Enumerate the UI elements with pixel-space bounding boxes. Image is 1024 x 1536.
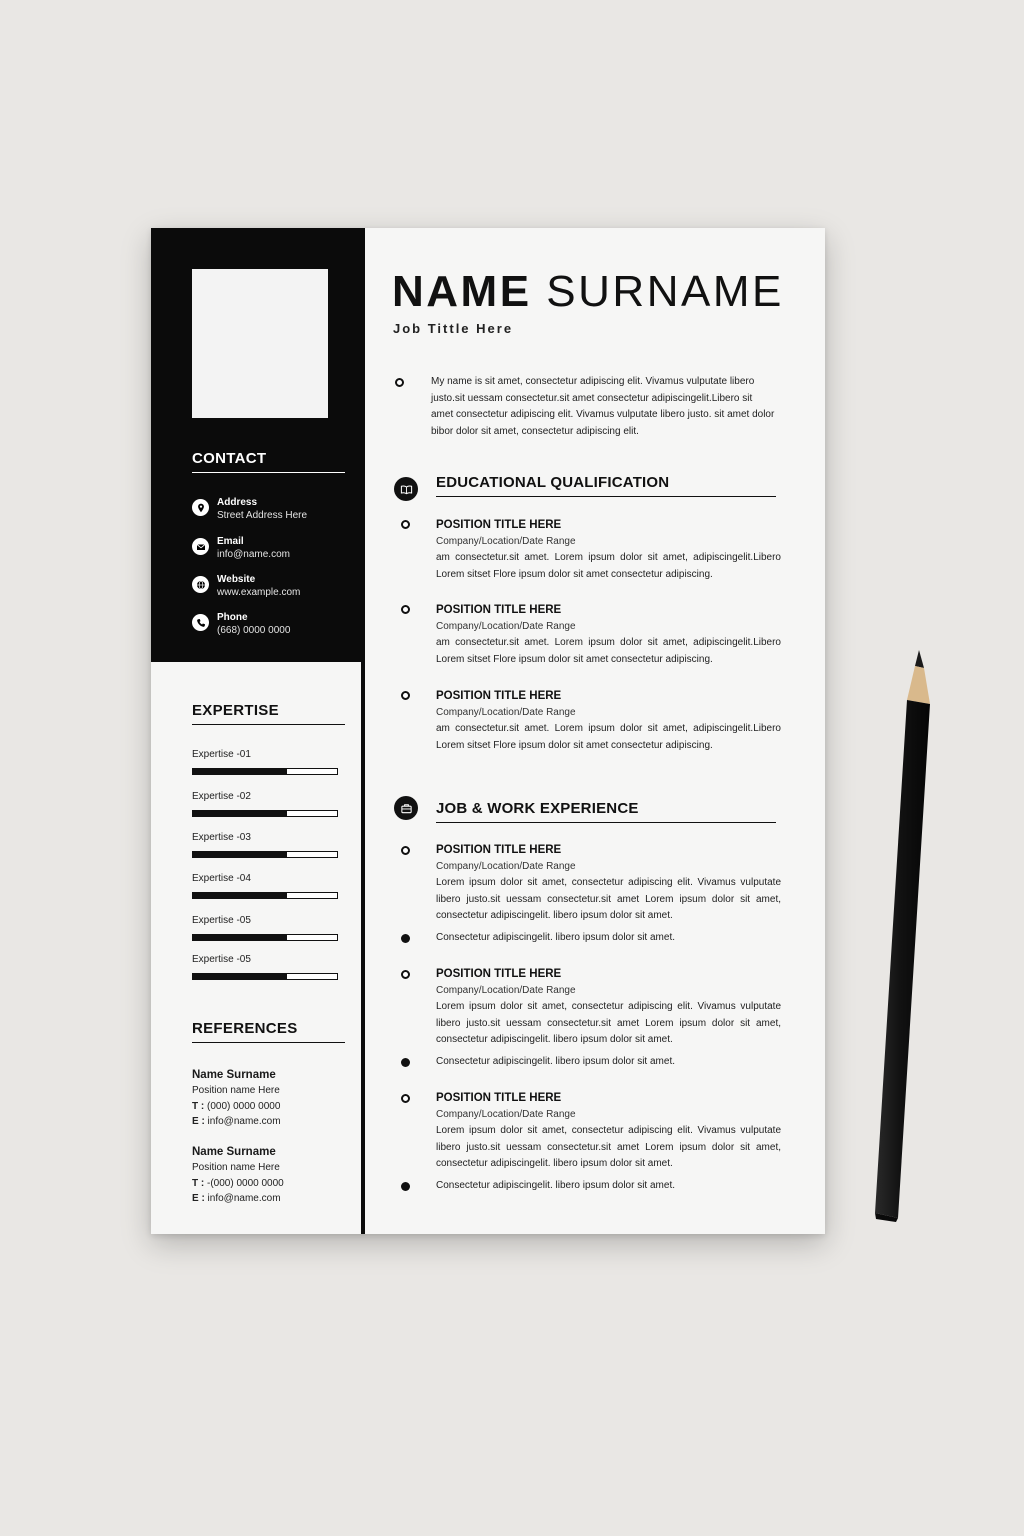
- contact-label: Website: [217, 574, 256, 585]
- entry-marker: [401, 1094, 410, 1103]
- full-name: [392, 266, 784, 318]
- entry-marker: [401, 605, 410, 614]
- photo-placeholder: [192, 269, 328, 418]
- contact-label: Address: [217, 497, 258, 508]
- experience-entry: [436, 842, 781, 925]
- expertise-heading: EXPERTISE: [192, 702, 345, 725]
- entry-marker: [401, 970, 410, 979]
- reference-name: Name Surname: [192, 1069, 276, 1081]
- last-name: SURNAME: [546, 267, 784, 316]
- expertise-label: Expertise -05: [192, 915, 251, 926]
- job-title: Job Tittle Here: [393, 321, 514, 336]
- reference-position: Position name Here: [192, 1085, 280, 1096]
- phone-label: T :: [192, 1100, 205, 1112]
- contact-value: info@name.com: [217, 549, 290, 560]
- email-label: E :: [192, 1193, 205, 1204]
- reference-item: [192, 1067, 352, 1130]
- entry-subtitle: Company/Location/Date Range: [436, 985, 576, 996]
- experience-entry: [436, 1090, 781, 1173]
- envelope-icon: [192, 538, 209, 555]
- entry-bullet: Consectetur adipiscingelit. libero ipsum dolor sit amet.: [436, 1056, 675, 1067]
- resume-page: [151, 228, 825, 1234]
- bullet-dot: [401, 934, 410, 943]
- expertise-bar-fill: [193, 974, 287, 979]
- reference-item: [192, 1144, 352, 1207]
- sidebar-divider: [361, 228, 365, 1234]
- entry-subtitle: Company/Location/Date Range: [436, 621, 576, 632]
- contact-email: [192, 535, 290, 562]
- experience-entry: [436, 966, 781, 1049]
- expertise-bar: [192, 934, 338, 941]
- pencil-illustration: [874, 648, 934, 1223]
- entry-title: POSITION TITLE HERE: [436, 604, 562, 616]
- expertise-label: Expertise -02: [192, 791, 251, 802]
- expertise-label: Expertise -04: [192, 873, 251, 884]
- expertise-bar-fill: [193, 769, 287, 774]
- entry-description: Lorem ipsum dolor sit amet, consectetur adipiscing elit. Vivamus vulputate libero justo.sit uessam consectetur.sit amet Lorem ipsum dolor sit amet, consectetur adipiscingelit. libero ipsum dolor sit amet.: [436, 1001, 781, 1045]
- email-label: E :: [192, 1116, 205, 1127]
- expertise-bar-fill: [193, 935, 287, 940]
- expertise-item: [192, 914, 339, 941]
- contact-value: (668) 0000 0000: [217, 625, 291, 636]
- expertise-item: [192, 790, 339, 817]
- contact-label: Email: [217, 536, 244, 547]
- contact-heading: CONTACT: [192, 450, 345, 473]
- reference-phone: (000) 0000 0000: [204, 1100, 281, 1112]
- expertise-label: Expertise -05: [192, 954, 251, 965]
- entry-marker: [401, 846, 410, 855]
- phone-label: T :: [192, 1177, 205, 1189]
- entry-title: POSITION TITLE HERE: [436, 968, 562, 980]
- reference-email-line: [192, 1191, 352, 1207]
- entry-title: POSITION TITLE HERE: [436, 1092, 562, 1104]
- entry-bullet: Consectetur adipiscingelit. libero ipsum dolor sit amet.: [436, 1180, 675, 1191]
- expertise-bar-fill: [193, 852, 287, 857]
- contact-website: [192, 573, 300, 600]
- entry-subtitle: Company/Location/Date Range: [436, 1109, 576, 1120]
- education-entry: [436, 602, 781, 668]
- expertise-bar: [192, 892, 338, 899]
- entry-description: Lorem ipsum dolor sit amet, consectetur adipiscing elit. Vivamus vulputate libero justo.sit uessam consectetur.sit amet Lorem ipsum dolor sit amet, consectetur adipiscingelit. libero ipsum dolor sit amet.: [436, 1125, 781, 1169]
- entry-description: am consectetur.sit amet. Lorem ipsum dolor sit amet, adipiscingelit.Libero Lorem sitset Flore ipsum dolor sit amet consectetur adipiscing.: [436, 723, 781, 751]
- phone-icon: [192, 614, 209, 631]
- entry-subtitle: Company/Location/Date Range: [436, 536, 576, 547]
- expertise-bar-fill: [193, 811, 287, 816]
- reference-email-line: [192, 1114, 352, 1130]
- expertise-bar: [192, 973, 338, 980]
- references-heading: REFERENCES: [192, 1020, 345, 1043]
- globe-icon: [192, 576, 209, 593]
- entry-marker: [401, 691, 410, 700]
- first-name: NAME: [392, 267, 532, 316]
- contact-address: [192, 496, 307, 523]
- reference-phone-line: [192, 1176, 352, 1192]
- reference-position: Position name Here: [192, 1162, 280, 1173]
- expertise-bar: [192, 768, 338, 775]
- contact-phone: [192, 611, 290, 638]
- contact-label: Phone: [217, 612, 248, 623]
- contact-value: www.example.com: [217, 587, 301, 598]
- education-entry: [436, 688, 781, 754]
- entry-subtitle: Company/Location/Date Range: [436, 707, 576, 718]
- entry-description: am consectetur.sit amet. Lorem ipsum dolor sit amet, adipiscingelit.Libero Lorem sitset Flore ipsum dolor sit amet consectetur adipiscing.: [436, 552, 781, 580]
- entry-subtitle: Company/Location/Date Range: [436, 861, 576, 872]
- entry-marker: [401, 520, 410, 529]
- expertise-bar: [192, 851, 338, 858]
- education-entry: [436, 517, 781, 583]
- location-pin-icon: [192, 499, 209, 516]
- entry-description: Lorem ipsum dolor sit amet, consectetur adipiscing elit. Vivamus vulputate libero justo.sit uessam consectetur.sit amet Lorem ipsum dolor sit amet, consectetur adipiscingelit. libero ipsum dolor sit amet.: [436, 877, 781, 921]
- summary-marker: [395, 378, 404, 387]
- bullet-dot: [401, 1058, 410, 1067]
- entry-title: POSITION TITLE HERE: [436, 690, 562, 702]
- book-icon: [394, 477, 418, 501]
- expertise-item: [192, 872, 339, 899]
- expertise-item: [192, 953, 339, 980]
- expertise-item: [192, 748, 339, 775]
- reference-email: info@name.com: [204, 1193, 281, 1204]
- reference-phone: -(000) 0000 0000: [204, 1177, 284, 1189]
- reference-name: Name Surname: [192, 1146, 276, 1158]
- entry-description: am consectetur.sit amet. Lorem ipsum dolor sit amet, adipiscingelit.Libero Lorem sitset Flore ipsum dolor sit amet consectetur adipiscing.: [436, 637, 781, 665]
- reference-phone-line: [192, 1099, 352, 1115]
- briefcase-icon: [394, 796, 418, 820]
- bullet-dot: [401, 1182, 410, 1191]
- reference-email: info@name.com: [204, 1116, 281, 1127]
- summary-text: My name is sit amet, consectetur adipiscing elit. Vivamus vulputate libero justo.sit uessam consectetur.sit amet consectetur adipiscingelit.Libero sit amet consectetur adipiscing elit. Vivamus vulputate libero justo. sit amet dolor bibor dolor sit amet, consectetur adipiscing elit.: [431, 376, 775, 437]
- expertise-item: [192, 831, 339, 858]
- expertise-label: Expertise -01: [192, 749, 251, 760]
- entry-bullet: Consectetur adipiscingelit. libero ipsum dolor sit amet.: [436, 932, 675, 943]
- expertise-label: Expertise -03: [192, 832, 251, 843]
- expertise-bar-fill: [193, 893, 287, 898]
- experience-heading: JOB & WORK EXPERIENCE: [436, 800, 776, 823]
- contact-value: Street Address Here: [217, 510, 308, 521]
- education-heading: EDUCATIONAL QUALIFICATION: [436, 474, 776, 497]
- expertise-bar: [192, 810, 338, 817]
- entry-title: POSITION TITLE HERE: [436, 844, 562, 856]
- entry-title: POSITION TITLE HERE: [436, 519, 562, 531]
